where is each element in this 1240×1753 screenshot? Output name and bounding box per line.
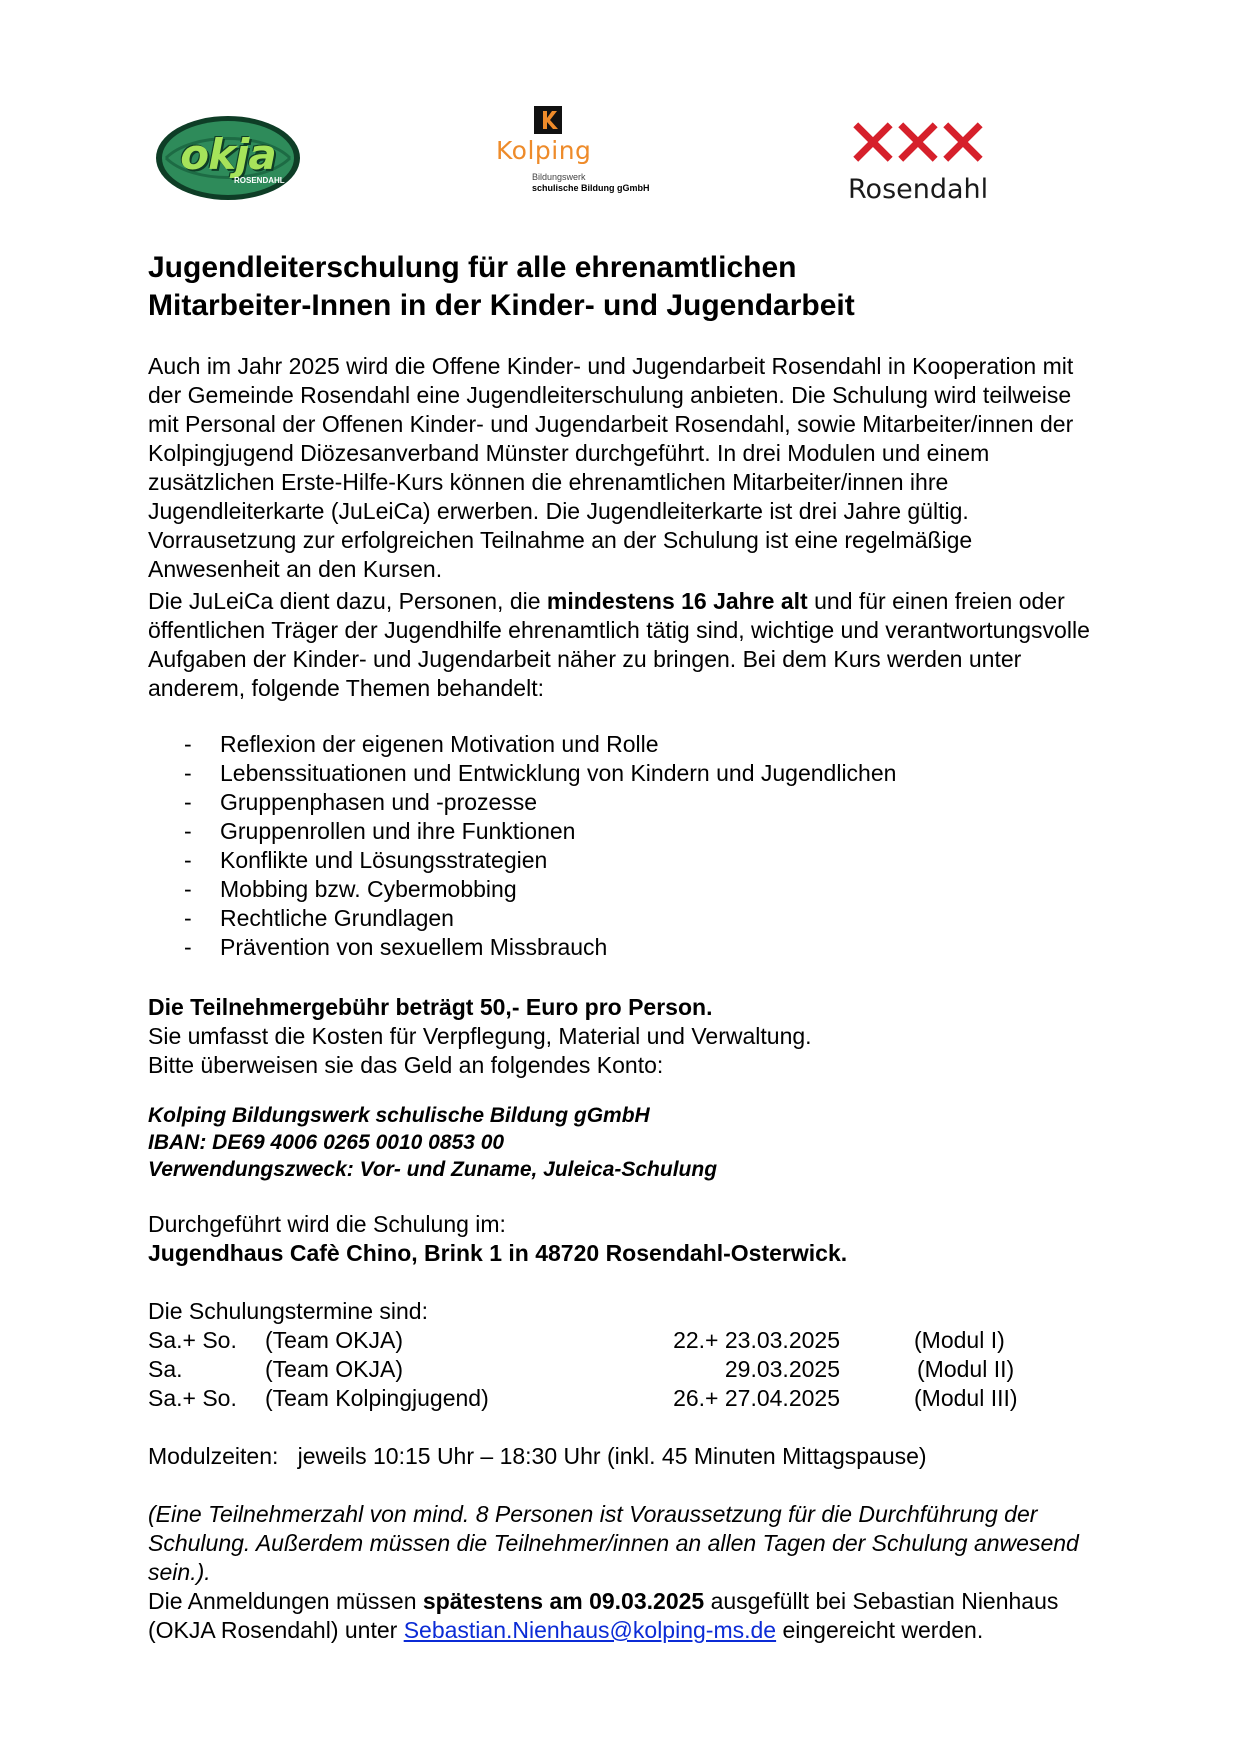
kolping-logo (496, 106, 676, 196)
schedule-days: Sa.+ So. (148, 1385, 237, 1411)
topic-text: Gruppenrollen und ihre Funktionen (220, 818, 576, 844)
schedule-date: 26.+ 27.04.2025 (673, 1385, 840, 1411)
rosendahl-crosses-icon (848, 122, 988, 172)
schedule-date: 29.03.2025 (724, 1356, 840, 1382)
venue-address: Jugendhaus Cafè Chino, Brink 1 in 48720 Rosendahl-Osterwick. (148, 1240, 848, 1266)
document-title (148, 249, 1108, 325)
title-line-2: Mitarbeiter-Innen in der Kinder- und Jugendarbeit (148, 289, 855, 322)
kolping-k-icon (534, 106, 562, 134)
list-item: - Rechtliche Grundlagen (184, 905, 454, 931)
rosendahl-logo (848, 122, 988, 208)
list-item: - Lebenssituationen und Entwicklung von Kindern und Jugendlichen (184, 760, 897, 786)
schedule-team: (Team OKJA) (265, 1356, 404, 1382)
fee-description: Sie umfasst die Kosten für Verpflegung, Material und Verwaltung. (148, 1023, 812, 1049)
okja-logo-text: okja (180, 130, 276, 179)
participation-note: (Eine Teilnehmerzahl von mind. 8 Personen ist Voraussetzung für die Durchführung der Schulung. Außerdem müssen die Teilnehmer/innen an allen Tagen der Schulung anwesend sein.). (148, 1501, 1079, 1585)
list-item: - Mobbing bzw. Cybermobbing (184, 876, 517, 902)
topics-list (148, 730, 1108, 962)
bank-details (148, 1102, 1108, 1183)
schedule-module: (Modul II) (917, 1356, 1015, 1382)
fee-instruction: Bitte überweisen sie das Geld an folgendes Konto: (148, 1052, 664, 1078)
okja-logo-subtext: ROSENDAHL (234, 176, 285, 185)
module-times: Modulzeiten: jeweils 10:15 Uhr – 18:30 Uhr (inkl. 45 Minuten Mittagspause) (148, 1443, 927, 1469)
kolping-logo-name: Kolping (496, 136, 592, 165)
topic-text: Lebenssituationen und Entwicklung von Kindern und Jugendlichen (220, 760, 897, 786)
list-item: - Gruppenrollen und ihre Funktionen (184, 818, 576, 844)
list-item: - Prävention von sexuellem Missbrauch (184, 934, 608, 960)
juleica-text-before: Die JuLeiCa dient dazu, Personen, die (148, 588, 547, 614)
list-item: - Konflikte und Lösungsstrategien (184, 847, 548, 873)
juleica-age-requirement: mindestens 16 Jahre alt (546, 588, 808, 614)
schedule-intro: Die Schulungstermine sind: (148, 1298, 428, 1324)
okja-logo (152, 112, 304, 204)
fee-headline: Die Teilnehmergebühr beträgt 50,- Euro pro Person. (148, 994, 713, 1020)
schedule-row (148, 1326, 1068, 1355)
bank-iban: IBAN: DE69 4006 0265 0010 0853 00 (148, 1131, 505, 1154)
schedule-team: (Team OKJA) (265, 1327, 404, 1353)
topic-text: Prävention von sexuellem Missbrauch (220, 934, 608, 960)
registration-text-before: Die Anmeldungen müssen (148, 1588, 423, 1614)
list-item: - Gruppenphasen und -prozesse (184, 789, 538, 815)
topic-text: Rechtliche Grundlagen (220, 905, 454, 931)
rosendahl-logo-name: Rosendahl (848, 174, 989, 205)
juleica-text-after: und für einen freien oder öffentlichen Träger der Jugendhilfe ehrenamtlich tätig sind, wichtige und verantwortungsvolle Aufgaben der Kinder- und Jugendarbeit näher zu bringen. Bei dem Kurs werden unter anderem, folgende Themen behandelt: (148, 588, 1090, 701)
topic-text: Gruppenphasen und -prozesse (220, 789, 538, 815)
registration-email-link[interactable]: Sebastian.Nienhaus@kolping-ms.de (403, 1617, 777, 1643)
registration-text-middle: ausgefüllt bei Sebastian Nienhaus (OKJA Rosendahl) unter (148, 1588, 1059, 1643)
schedule-team: (Team Kolpingjugend) (265, 1385, 489, 1411)
list-item: - Reflexion der eigenen Motivation und Rolle (184, 731, 659, 757)
schedule-date: 22.+ 23.03.2025 (673, 1327, 840, 1353)
topic-text: Mobbing bzw. Cybermobbing (220, 876, 517, 902)
intro-paragraph: Auch im Jahr 2025 wird die Offene Kinder- und Jugendarbeit Rosendahl in Kooperation mit der Gemeinde Rosendahl eine Jugendleiterschulung anbieten. Die Schulung wird teilweise mit Personal der Offenen Kinder- und Jugendarbeit Rosendahl, sowie Mitarbeiter/innen der Kolpingjugend Diözesanverband Münster durchgeführt. In drei Modulen und einem zusätzlichen Erste-Hilfe-Kurs können die ehrenamtlichen Mitarbeiter/innen ihre Jugendleiterkarte (JuLeiCa) erwerben. Die Jugendleiterkarte ist drei Jahre gültig. Vorrausetzung zur erfolgreichen Teilnahme an der Schulung ist eine regelmäßige Anwesenheit an den Kursen. (148, 353, 1074, 582)
venue-intro: Durchgeführt wird die Schulung im: (148, 1211, 506, 1237)
bank-purpose: Verwendungszweck: Vor- und Zuname, Juleica-Schulung (148, 1158, 718, 1181)
schedule-row (148, 1384, 1068, 1413)
title-line-1: Jugendleiterschulung für alle ehrenamtlichen (148, 251, 797, 284)
kolping-logo-sub2: schulische Bildung gGmbH (532, 183, 650, 193)
topic-text: Reflexion der eigenen Motivation und Rolle (220, 731, 659, 757)
kolping-logo-sub1: Bildungswerk (532, 172, 586, 182)
schedule-days: Sa. (148, 1356, 183, 1382)
bank-recipient: Kolping Bildungswerk schulische Bildung gGmbH (148, 1104, 650, 1127)
topic-text: Konflikte und Lösungsstrategien (220, 847, 548, 873)
registration-deadline: spätestens am 09.03.2025 (422, 1588, 705, 1614)
registration-text-after: eingereicht werden. (776, 1617, 984, 1643)
registration-paragraph (148, 1587, 1108, 1645)
schedule-module: (Modul III) (914, 1385, 1018, 1411)
schedule-days: Sa.+ So. (148, 1327, 237, 1353)
schedule-module: (Modul I) (914, 1327, 1005, 1353)
juleica-paragraph (148, 587, 1108, 703)
schedule-row (148, 1355, 1068, 1384)
